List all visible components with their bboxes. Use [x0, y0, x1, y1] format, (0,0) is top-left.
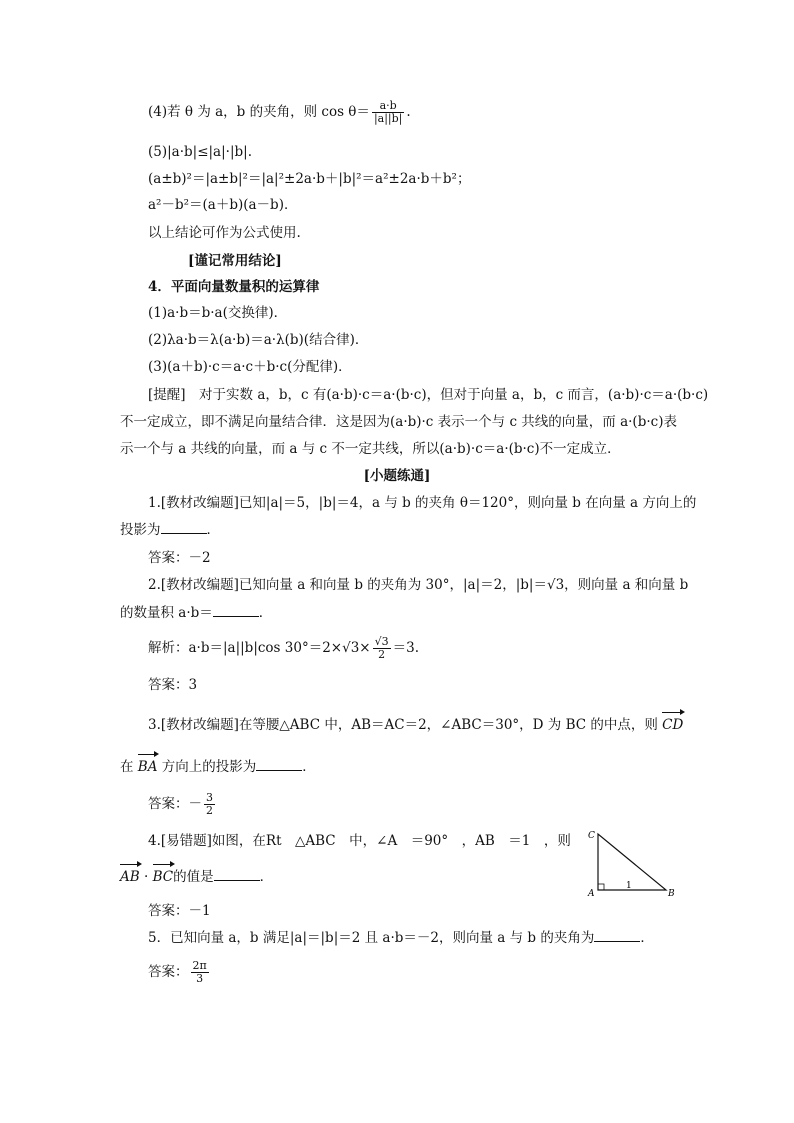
answer-blank	[594, 929, 640, 942]
text: 5．已知向量 a，b 满足|a|＝|b|＝2 且 a·b＝－2，则向量 a 与 b 的夹角为	[148, 930, 595, 946]
text: 答案：－	[148, 796, 202, 812]
denominator: 2	[206, 804, 213, 817]
numerator: 2π	[192, 959, 207, 972]
answer-blank	[161, 521, 207, 534]
text: ．	[258, 605, 273, 621]
line-square-formula: (a±b)²＝|a±b|²＝|a|²±2a·b＋|b|²＝a²±2a·b＋b²；	[148, 171, 471, 187]
vector-cd: CD	[662, 710, 683, 734]
right-angle-mark	[598, 884, 604, 890]
vector-bc: BC	[153, 862, 174, 886]
fraction	[204, 792, 215, 817]
text: (4)若 θ 为 a，b 的夹角，则 cos θ＝	[148, 104, 370, 120]
text: 投影为	[120, 522, 161, 538]
question-2-line-2	[120, 604, 272, 622]
heading-4: 4．平面向量数量积的运算律	[148, 279, 320, 295]
text: 解析：a·b＝|a||b|cos 30°＝2×√3×	[148, 640, 371, 656]
denominator: 2	[378, 648, 386, 661]
numerator: √3	[374, 635, 389, 648]
text: ．	[206, 522, 220, 538]
fraction	[373, 636, 391, 661]
text: ·	[143, 869, 149, 885]
question-3-line-1	[148, 710, 683, 734]
vector-ab: AB	[120, 862, 140, 886]
numerator: 3	[206, 791, 213, 804]
text: 在	[120, 759, 134, 775]
triangle-shape	[598, 834, 666, 890]
denominator: |a||b|	[373, 112, 403, 125]
vertex-label-c: C	[588, 831, 595, 841]
text: 答案：	[148, 964, 189, 980]
vertex-label-b: B	[668, 889, 675, 899]
text: .	[406, 104, 411, 120]
question-1-line-1: 1.[教材改编题]已知|a|＝5，|b|＝4，a 与 b 的夹角 θ＝120°，则向量 b 在向量 a 方向上的	[148, 495, 697, 511]
law-1: (1)a·b＝b·a(交换律)．	[148, 305, 288, 321]
text: 的值是	[173, 869, 214, 885]
answer-blank	[256, 758, 302, 771]
text: ．	[302, 759, 316, 775]
solution-2	[148, 636, 419, 661]
line-4-angle	[148, 100, 411, 125]
denominator: 3	[196, 972, 204, 985]
text: ．	[259, 869, 274, 885]
text: 方向上的投影为	[161, 759, 257, 775]
line-difference-formula: a²－b²＝(a＋b)(a－b)．	[148, 197, 298, 213]
law-3: (3)(a＋b)·c＝a·c＋b·c(分配律)．	[148, 359, 352, 375]
text: 3.[教材改编题]在等腰△ABC 中，AB＝AC＝2，∠ABC＝30°，D 为 BC 的中点，则	[148, 717, 658, 733]
vector-ba: BA	[138, 752, 158, 776]
fraction	[372, 100, 404, 125]
text: ．	[640, 930, 654, 946]
question-1-line-2	[120, 521, 220, 539]
reminder-line-1: [提醒] 对于实数 a，b，c 有(a·b)·c＝a·(b·c)，但对于向量 a，b，c 而言，(a·b)·c＝a·(b·c)	[148, 387, 709, 403]
text: 的数量积 a·b＝	[120, 605, 213, 621]
fraction	[191, 960, 209, 985]
numerator: a·b	[372, 100, 404, 113]
question-4-line-2	[120, 862, 273, 886]
reminder-line-3: 示一个与 a 共线的向量，而 a 与 c 不一定共线，所以(a·b)·c＝a·(b·c)不一定成立．	[120, 441, 621, 457]
answer-3	[148, 792, 217, 817]
vertex-label-a: A	[588, 889, 595, 899]
section-heading: [谨记常用结论]	[188, 253, 282, 269]
practice-heading: [小题练通]	[363, 468, 431, 484]
line-5: (5)|a·b|≤|a|·|b|.	[148, 144, 252, 160]
answer-blank	[214, 868, 260, 881]
answer-blank	[213, 604, 259, 617]
answer-4: 答案：－1	[148, 903, 211, 919]
side-length-label: 1	[626, 881, 632, 891]
text: ＝3.	[392, 640, 420, 656]
question-2-line-1: 2.[教材改编题]已知向量 a 和向量 b 的夹角为 30°，|a|＝2，|b|＝√3，则向量 a 和向量 b	[148, 577, 689, 593]
right-triangle-figure	[586, 828, 678, 904]
reminder-line-2: 不一定成立，即不满足向量结合律．这是因为(a·b)·c 表示一个与 c 共线的向量，而 a·(b·c)表	[120, 414, 677, 430]
question-3-line-2	[120, 752, 316, 776]
line-usage-note: 以上结论可作为公式使用.	[148, 225, 301, 241]
answer-5	[148, 960, 211, 985]
answer-1: 答案：－2	[148, 550, 211, 566]
answer-2: 答案：3	[148, 677, 198, 693]
law-2: (2)λa·b＝λ(a·b)＝a·λ(b)(结合律)．	[148, 332, 369, 348]
question-4-line-1: 4.[易错题]如图，在Rt △ABC 中，∠A ＝90° ，AB ＝1 ，则	[148, 833, 571, 849]
question-5	[148, 929, 654, 947]
